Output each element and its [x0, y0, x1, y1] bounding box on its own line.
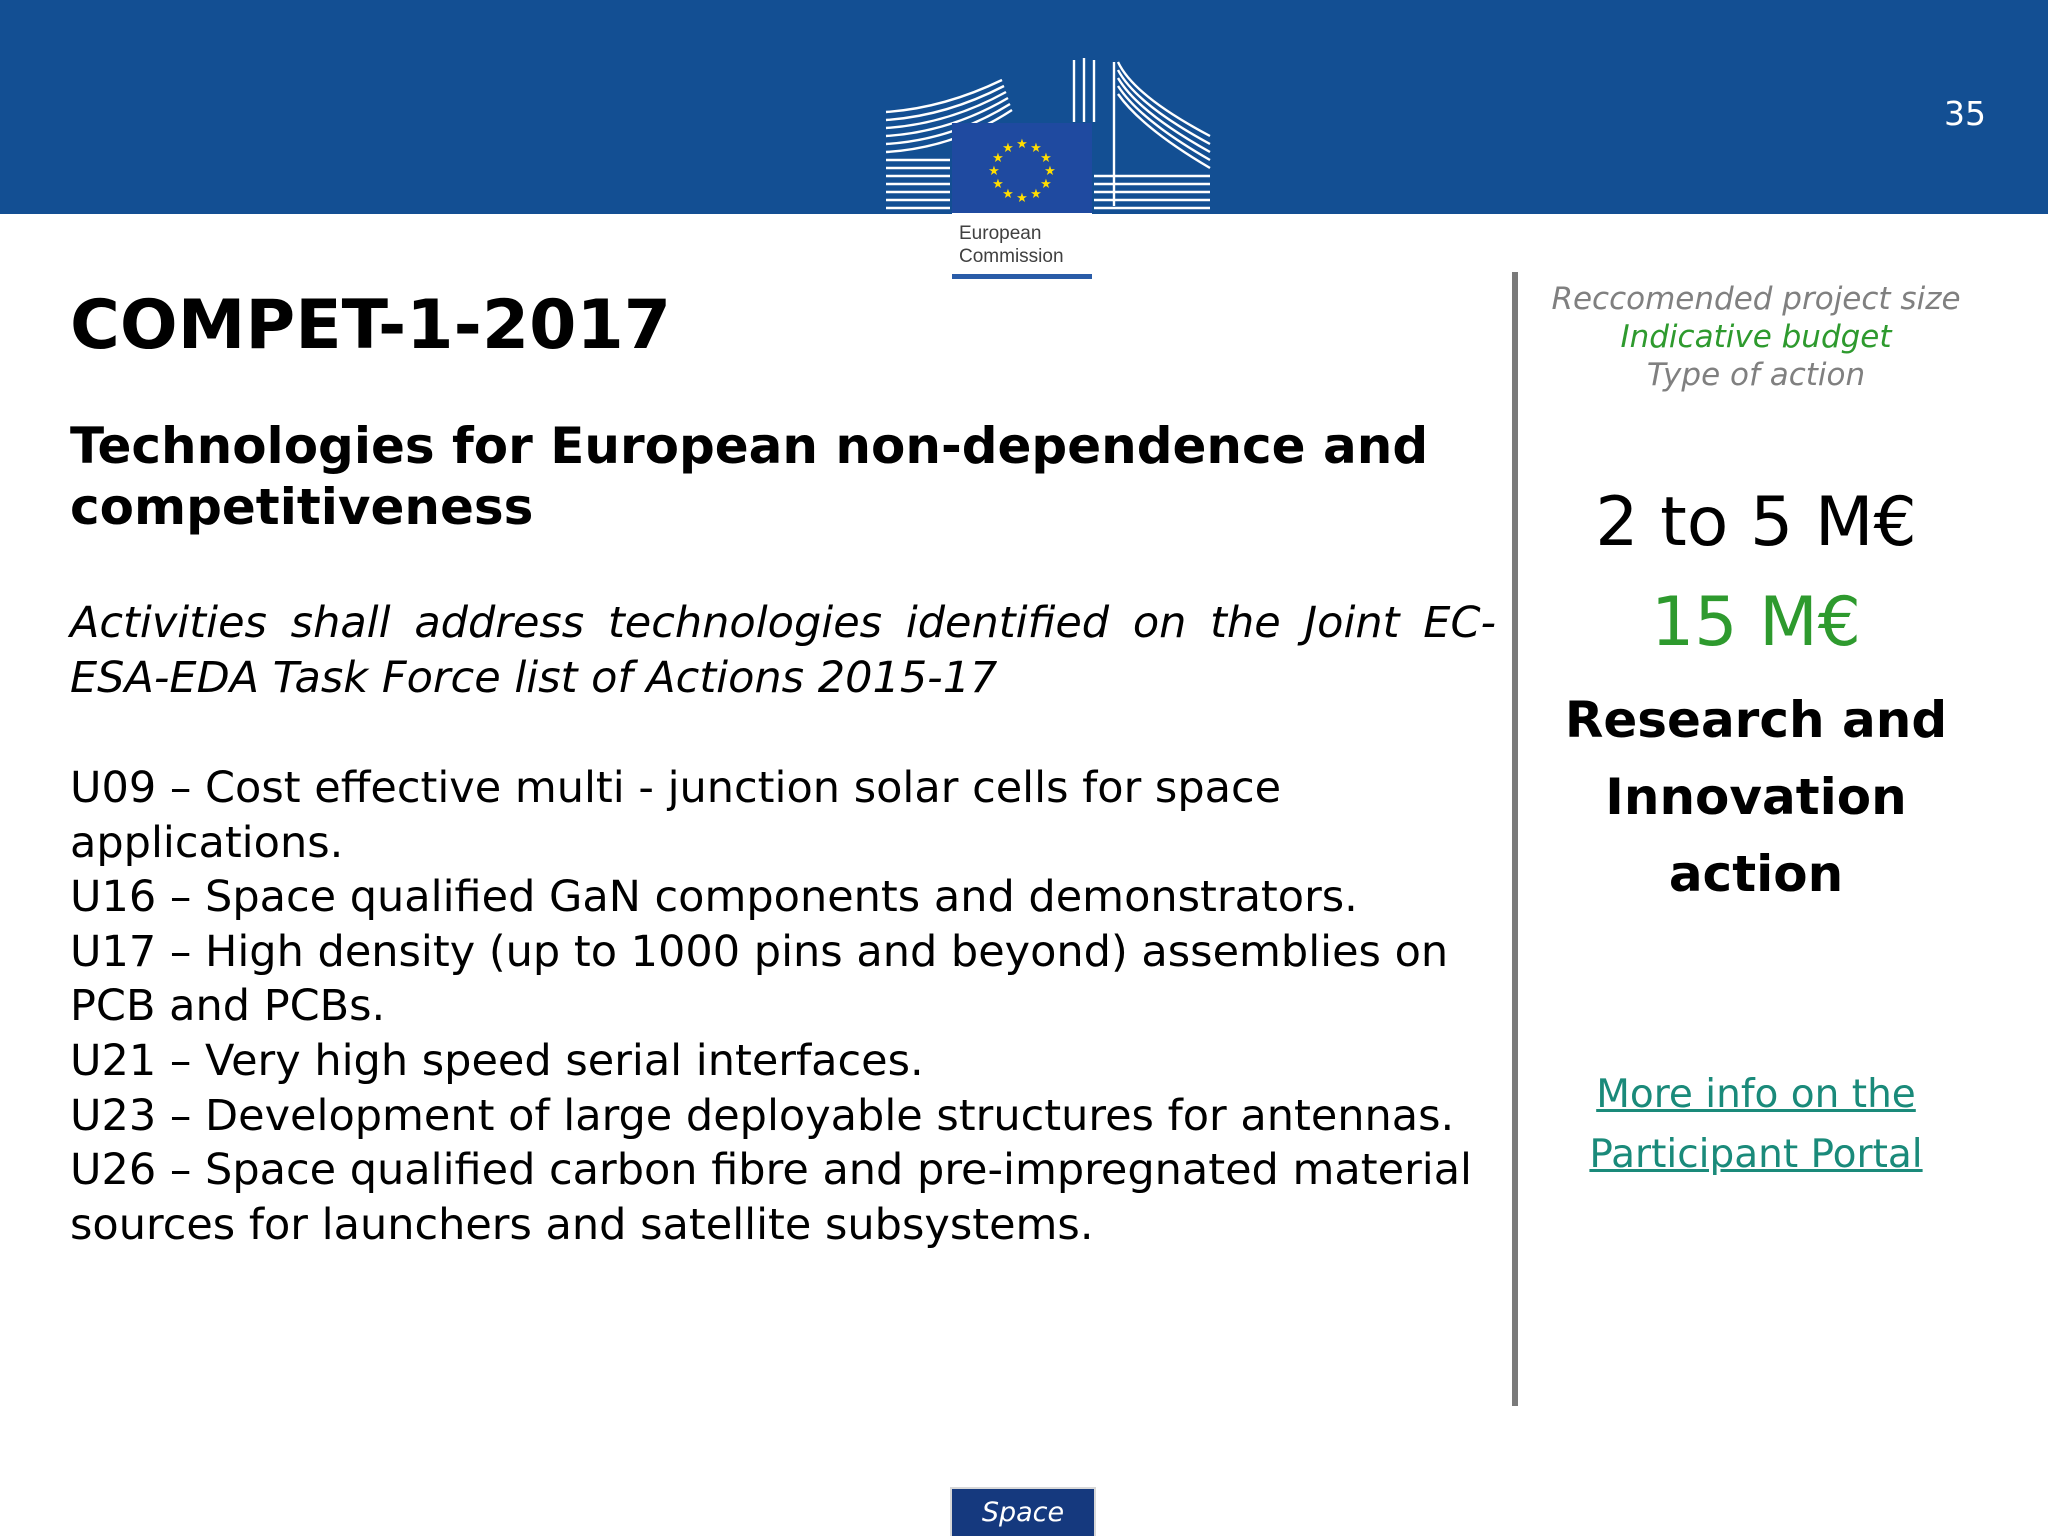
logo-text-line1: European — [959, 223, 1042, 244]
topic-intro: Activities shall address technologies identified on the Joint EC-ESA-EDA Task Force list of Actions 2015-17 — [70, 598, 1496, 703]
link-text-line[interactable]: Participant Portal — [1589, 1132, 1923, 1177]
european-commission-logo — [884, 56, 1212, 286]
svg-text:★: ★ — [992, 177, 1004, 192]
budget-value: 15 M€ — [1650, 583, 1862, 662]
action-type-line: action — [1668, 845, 1844, 903]
svg-text:★: ★ — [1044, 164, 1056, 179]
svg-text:★: ★ — [1040, 177, 1052, 192]
legend-budget: Indicative budget — [1620, 319, 1892, 355]
footer-section-tag: Space — [952, 1489, 1094, 1536]
participant-portal-link[interactable] — [1520, 1065, 1992, 1185]
list-item: U23 – Development of large deployable structures for antennas. — [70, 1090, 1455, 1141]
topic-list — [70, 761, 1500, 1252]
svg-text:★: ★ — [1016, 137, 1028, 152]
action-type-line: Innovation — [1605, 768, 1907, 826]
action-type-value — [1520, 682, 1992, 913]
logo-text-line2: Commission — [959, 246, 1064, 267]
svg-text:★: ★ — [988, 164, 1000, 179]
svg-text:★: ★ — [1002, 187, 1014, 202]
svg-text:★: ★ — [1030, 187, 1042, 202]
logo-text — [959, 222, 1099, 268]
svg-text:★: ★ — [1040, 151, 1052, 166]
list-item: U16 – Space qualified GaN components and demonstrators. — [70, 872, 1358, 923]
project-size-value: 2 to 5 M€ — [1595, 483, 1917, 562]
topic-code: COMPET-1-2017 — [70, 286, 672, 365]
page-number: 35 — [1944, 94, 1986, 133]
topic-title: Technologies for European non-dependence and competitiveness — [70, 417, 1429, 536]
legend — [1520, 280, 1992, 394]
list-item: U17 – High density (up to 1000 pins and beyond) assemblies on PCB and PCBs. — [70, 926, 1449, 1032]
summary-panel — [1520, 280, 1992, 1185]
svg-text:★: ★ — [992, 151, 1004, 166]
legend-project-size: Reccomended project size — [1551, 281, 1961, 317]
logo-underline — [952, 274, 1092, 279]
action-type-line: Research and — [1564, 691, 1948, 749]
svg-text:★: ★ — [1002, 141, 1014, 156]
legend-action-type: Type of action — [1646, 357, 1866, 393]
svg-text:★: ★ — [1016, 191, 1028, 206]
svg-text:★: ★ — [1030, 141, 1042, 156]
column-divider — [1512, 272, 1518, 1406]
list-item: U09 – Cost effective multi - junction solar cells for space applications. — [70, 763, 1282, 868]
list-item: U26 – Space qualified carbon fibre and pre-impregnated material sources for launchers and satellite subsystems. — [70, 1145, 1472, 1250]
topic-description — [70, 280, 1500, 1252]
eu-stars-icon — [952, 123, 1092, 213]
link-text-line[interactable]: More info on the — [1596, 1072, 1916, 1117]
list-item: U21 – Very high speed serial interfaces. — [70, 1035, 924, 1086]
